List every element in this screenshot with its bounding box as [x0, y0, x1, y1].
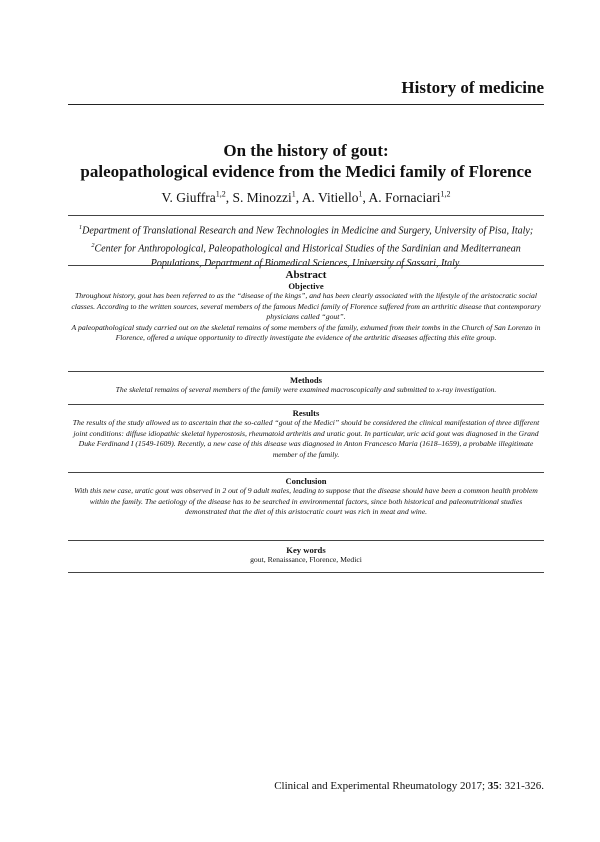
conclusion-section	[68, 476, 544, 518]
author: V. Giuffra$^{1,2}$,	[161, 189, 233, 205]
abstract-objective	[68, 269, 544, 344]
methods-section	[68, 375, 544, 396]
methods-heading: Methods	[290, 375, 322, 385]
results-section	[68, 408, 544, 460]
keywords-heading: Key words	[286, 545, 326, 555]
article-page	[68, 0, 544, 842]
header-rule	[68, 104, 544, 105]
author-list	[68, 189, 544, 206]
citation-footer: Clinical and Experimental Rheumatology 2017; 35: 321-326.	[274, 780, 544, 792]
author: S. Minozzi$^1$,	[232, 189, 302, 205]
conclusion-heading: Conclusion	[285, 476, 327, 486]
divider	[68, 404, 544, 405]
objective-text-1: Throughout history, gout has been referred to as the “disease of the kings”, and has been clearly associated with the lifestyle of the aristocratic social classes. According to the written sources, several members of the famous Medici family of Florence suffered from an arthritic disease that contemporary physicians called “gout”.	[71, 291, 541, 322]
results-heading: Results	[292, 408, 320, 418]
objective-heading: Objective	[288, 281, 324, 291]
results-text: The results of the study allowed us to ascertain that the so-called “gout of the Medici” should be considered the clinical manifestation of three different joint conditions: diffuse idiopathic skeletal hyperostosis, rheumatoid arthritis and uratic gout. In particular, uric acid gout was diagnosed in the Grand Duke Ferdinand I (1549-1609). Recently, a new case of this disease was diagnosed in Anton Francesco Maria (1618–1659), a probable illegitimate member of the family.	[72, 418, 540, 459]
objective-text-2: A paleopathological study carried out on the skeletal remains of some members of the family, exhumed from their tombs in the Church of San Lorenzo in Florence, offered a unique opportunity to directly investigate the evidence of the arthritic diseases affecting this elite group.	[71, 322, 541, 343]
section-title: History of medicine	[401, 78, 544, 97]
divider	[68, 540, 544, 541]
author: A. Vitiello$^1$,	[301, 189, 369, 205]
author: A. Fornaciari$^{1,2}$	[368, 189, 451, 205]
keywords-text: gout, Renaissance, Florence, Medici	[250, 555, 362, 564]
divider	[68, 572, 544, 573]
title-line-2: paleopathological evidence from the Medici family of Florence	[80, 162, 532, 181]
divider	[68, 265, 544, 266]
affiliations: $^1$Department of Translational Research and New Technologies in Medicine and Surgery, University of Pisa, Italy; $^2$Center for Anthropological, Paleopathological and Historical Studies of the Sardinian and Mediterranean Populations, Department of Biomedical Sciences, University of Sassari, Italy.	[78, 224, 534, 269]
title-line-1: On the history of gout:	[223, 141, 389, 160]
article-title	[68, 140, 544, 182]
divider	[68, 472, 544, 473]
conclusion-text: With this new case, uratic gout was observed in 2 out of 9 adult males, leading to suppose that the disease should have been a common health problem within the family. The aetiology of the disease has to be searched in environmental factors, since both historical and paleonutritional studies demonstrated that the diet of this aristocratic court was rich in meat and wine.	[74, 486, 538, 517]
keywords-section	[68, 545, 544, 566]
methods-text: The skeletal remains of several members of the family were examined macroscopically and submitted to x-ray investigation.	[115, 385, 497, 394]
divider	[68, 371, 544, 372]
divider	[68, 215, 544, 216]
abstract-heading: Abstract	[285, 269, 327, 281]
